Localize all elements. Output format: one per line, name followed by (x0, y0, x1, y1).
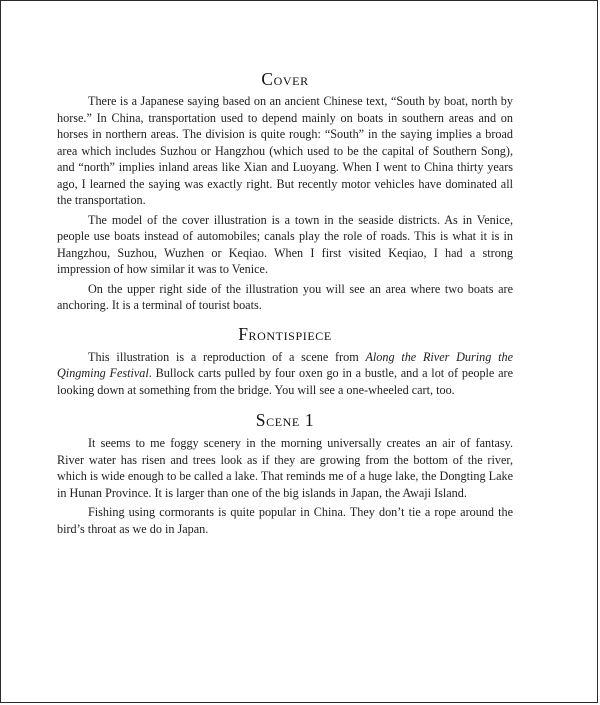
scene1-paragraph-1: It seems to me foggy scenery in the morning universally creates an air of fantasy. River water has risen and trees look as if they are growing from the bottom of the river, which is wide enough to be called a lake. That reminds me of a huge lake, the Dongting Lake in Hunan Province. It is larger than one of the big islands in Japan, the Awaji Island. (57, 436, 513, 500)
frontispiece-rest: . Bullock carts pulled by four oxen go in a bustle, and a lot of people are looking down at something from the bridge. You will see a one-wheeled cart, too. (57, 366, 513, 397)
cover-paragraph-1: There is a Japanese saying based on an ancient Chinese text, “South by boat, north by horse.” In China, transportation used to depend mainly on boats in southern areas and on horses in northern areas. The division is quite rough: “South” in the saying implies a broad area which includes Suzhou or Hangzhou (which used to be the capital of Southern Song), and “north” implies inland areas like Xian and Luoyang. When I went to China thirty years ago, I learned the saying was exactly right. But recently motor vehicles have dominated all the transportation. (57, 94, 513, 207)
section-title-cover: Cover (261, 69, 309, 89)
section-title-scene-1: Scene 1 (255, 410, 315, 430)
frontispiece-intro: This illustration is a reproduction of a scene from (88, 349, 366, 364)
section-scene-1 (57, 408, 513, 537)
cover-paragraph-2: The model of the cover illustration is a town in the seaside districts. As in Venice, people use boats instead of automobiles; canals play the role of roads. This is what it is in Hangzhou, Suzhou, Wuzhen or Keqiao. When I first visited Keqiao, I had a strong impression of how similar it was to Venice. (57, 212, 513, 276)
scene1-paragraph-2: Fishing using cormorants is quite popular in China. They don’t tie a rope around the bird’s throat as we do in Japan. (57, 505, 513, 536)
section-cover (57, 67, 513, 314)
cover-paragraph-3: On the upper right side of the illustration you will see an area where two boats are anchoring. It is a terminal of tourist boats. (57, 281, 513, 312)
page-content (57, 67, 513, 540)
frontispiece-work-title: Along the River During the Qingming Festival (57, 349, 513, 380)
frontispiece-paragraph (57, 349, 513, 399)
section-frontispiece (57, 322, 513, 399)
section-title-frontispiece: Frontispiece (238, 323, 332, 344)
